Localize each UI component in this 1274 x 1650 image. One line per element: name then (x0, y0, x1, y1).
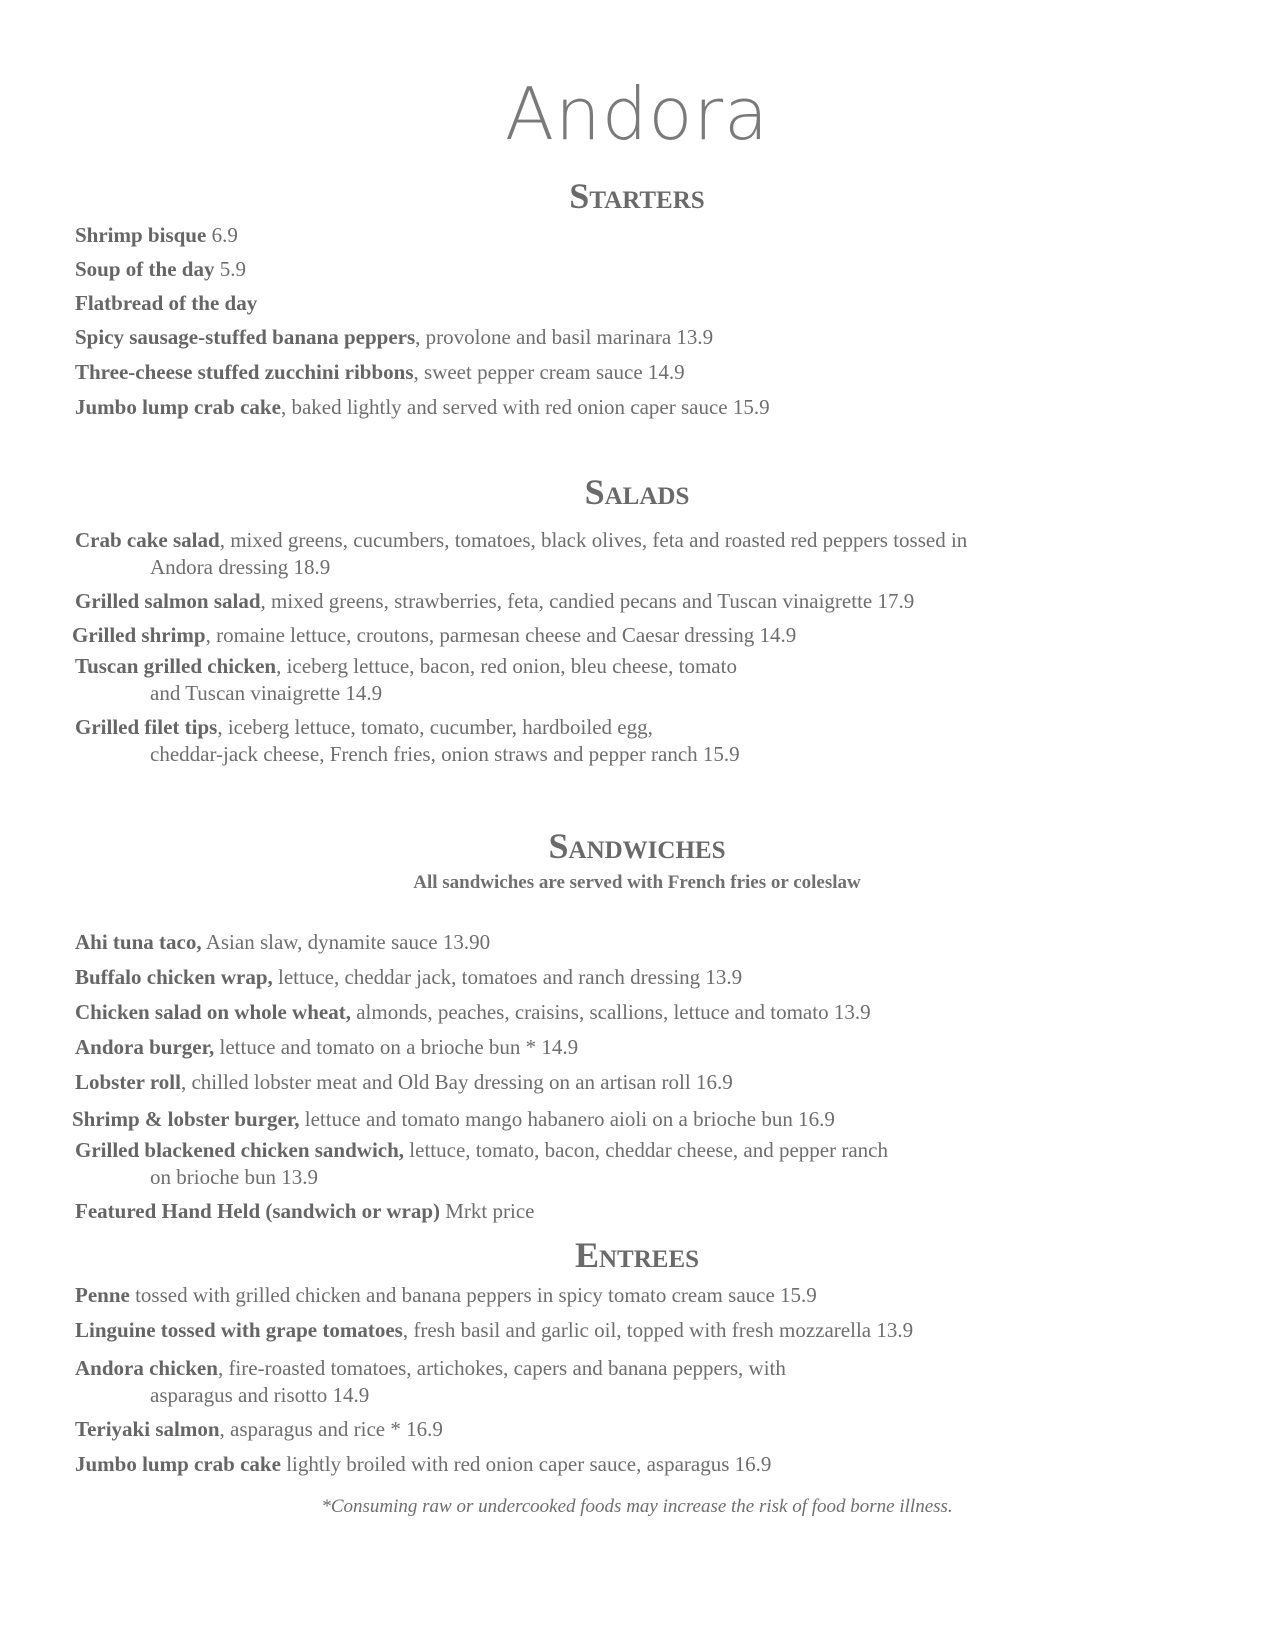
item-name: Andora chicken (75, 1356, 218, 1380)
item-name: Shrimp bisque (75, 223, 207, 247)
item-description: , mixed greens, strawberries, feta, candied pecans and Tuscan vinaigrette 17.9 (260, 589, 915, 613)
starters-heading: Starters (569, 176, 705, 216)
item-name: Grilled salmon salad (75, 589, 261, 613)
menu-item (75, 527, 1195, 581)
item-name: Jumbo lump crab cake (75, 1452, 281, 1476)
item-name: Flatbread of the day (75, 291, 258, 315)
item-description: , sweet pepper cream sauce 14.9 (413, 360, 685, 384)
item-description-continued: cheddar-jack cheese, French fries, onion straws and pepper ranch 15.9 (150, 742, 740, 766)
item-description: 6.9 (206, 223, 238, 247)
menu-item (72, 1106, 1192, 1133)
menu-item (75, 324, 1195, 351)
entrees-heading: Entrees (574, 1235, 700, 1275)
menu-item (72, 622, 1192, 649)
menu-item (75, 1034, 1195, 1061)
menu-item (75, 394, 1195, 421)
item-name: Spicy sausage-stuffed banana peppers (75, 325, 416, 349)
item-name: Three-cheese stuffed zucchini ribbons (75, 360, 414, 384)
item-description: tossed with grilled chicken and banana peppers in spicy tomato cream sauce 15.9 (129, 1283, 817, 1307)
menu-item (75, 1317, 1195, 1344)
item-description: , asparagus and rice * 16.9 (219, 1417, 443, 1441)
item-description-continued: and Tuscan vinaigrette 14.9 (150, 681, 383, 705)
item-name: Soup of the day (75, 257, 215, 281)
menu-item (75, 999, 1195, 1026)
menu-item (75, 1282, 1195, 1309)
menu-item (75, 290, 1195, 317)
item-name: Grilled blackened chicken sandwich, (75, 1138, 405, 1162)
menu-item (75, 964, 1195, 991)
item-description: , iceberg lettuce, bacon, red onion, bleu cheese, tomato (276, 654, 737, 678)
item-description-continued: Andora dressing 18.9 (150, 555, 331, 579)
item-description: lettuce and tomato on a brioche bun * 14.9 (214, 1035, 579, 1059)
item-description: lettuce and tomato mango habanero aioli on a brioche bun 16.9 (299, 1107, 835, 1131)
menu-item (75, 1198, 1195, 1225)
restaurant-logo: Andora (504, 72, 770, 156)
item-description: lettuce, tomato, bacon, cheddar cheese, and pepper ranch (404, 1138, 888, 1162)
item-name: Linguine tossed with grape tomatoes (75, 1318, 403, 1342)
item-name: Chicken salad on whole wheat, (75, 1000, 351, 1024)
menu-item (75, 359, 1195, 386)
item-name: Tuscan grilled chicken (75, 654, 277, 678)
item-name: Ahi tuna taco, (75, 930, 202, 954)
item-description: , iceberg lettuce, tomato, cucumber, hardboiled egg, (217, 715, 653, 739)
menu-item (75, 1416, 1195, 1443)
item-name: Crab cake salad (75, 528, 220, 552)
item-description: Mrkt price (440, 1199, 535, 1223)
item-description: lightly broiled with red onion caper sauce, asparagus 16.9 (280, 1452, 772, 1476)
menu-item (75, 588, 1195, 615)
item-description: , romaine lettuce, croutons, parmesan cheese and Caesar dressing 14.9 (205, 623, 797, 647)
item-description: , mixed greens, cucumbers, tomatoes, black olives, feta and roasted red peppers tossed in (219, 528, 968, 552)
menu-item (75, 222, 1195, 249)
item-description: , fresh basil and garlic oil, topped with fresh mozzarella 13.9 (402, 1318, 914, 1342)
item-name: Grilled filet tips (75, 715, 218, 739)
item-name: Buffalo chicken wrap, (75, 965, 273, 989)
item-description: almonds, peaches, craisins, scallions, lettuce and tomato 13.9 (350, 1000, 871, 1024)
menu-item (75, 1137, 1195, 1191)
menu-item (75, 1355, 1195, 1409)
item-name: Teriyaki salmon (75, 1417, 220, 1441)
item-name: Featured Hand Held (sandwich or wrap) (75, 1199, 440, 1223)
sandwiches-heading: Sandwiches (548, 826, 726, 866)
food-safety-disclaimer: *Consuming raw or undercooked foods may increase the risk of food borne illness. (321, 1496, 953, 1517)
item-name: Penne (75, 1283, 130, 1307)
item-name: Grilled shrimp (72, 623, 206, 647)
item-name: Jumbo lump crab cake (75, 395, 281, 419)
menu-item (75, 1069, 1195, 1096)
menu-item (75, 714, 1195, 768)
item-description: lettuce, cheddar jack, tomatoes and ranch dressing 13.9 (272, 965, 743, 989)
item-name: Shrimp & lobster burger, (72, 1107, 300, 1131)
menu-item (75, 929, 1195, 956)
item-name: Lobster roll (75, 1070, 181, 1094)
menu-item (75, 1451, 1195, 1478)
item-description-continued: on brioche bun 13.9 (150, 1165, 318, 1189)
salads-heading: Salads (584, 472, 690, 512)
item-description: , chilled lobster meat and Old Bay dressing on an artisan roll 16.9 (180, 1070, 733, 1094)
item-description: 5.9 (214, 257, 246, 281)
sandwiches-note: All sandwiches are served with French fries or coleslaw (413, 872, 861, 893)
item-description: Asian slaw, dynamite sauce 13.90 (201, 930, 491, 954)
item-description: , provolone and basil marinara 13.9 (415, 325, 714, 349)
menu-item (75, 256, 1195, 283)
item-description-continued: asparagus and risotto 14.9 (150, 1383, 370, 1407)
menu-item (75, 653, 1195, 707)
item-description: , fire-roasted tomatoes, artichokes, capers and banana peppers, with (217, 1356, 786, 1380)
item-name: Andora burger, (75, 1035, 215, 1059)
item-description: , baked lightly and served with red onion caper sauce 15.9 (280, 395, 770, 419)
